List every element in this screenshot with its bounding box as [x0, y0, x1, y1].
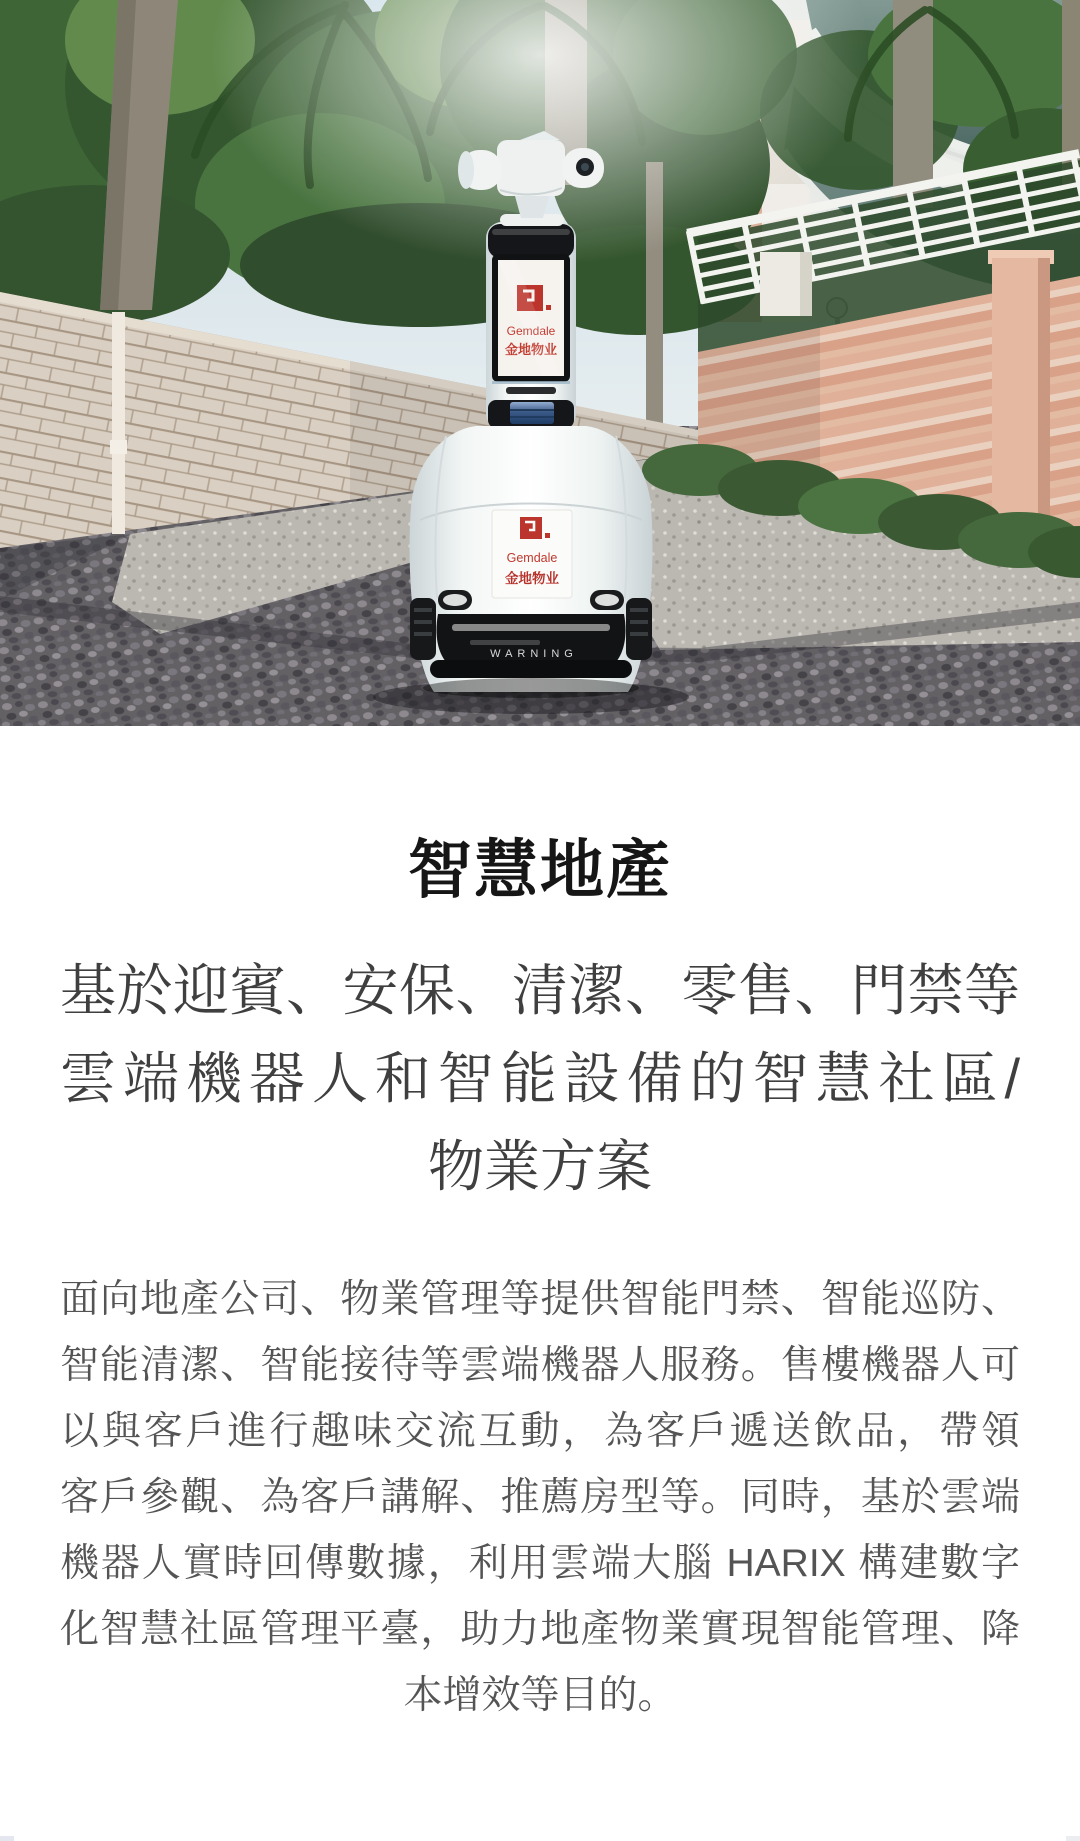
- robot-bumper: [430, 660, 632, 678]
- body-line: 化智慧社區管理平臺，助力地產物業實現智能管理、降: [60, 1607, 1020, 1651]
- screen-brand-cn: 金地物业: [504, 342, 558, 357]
- subtitle-line: 物業方案: [428, 1134, 652, 1198]
- robot-torso: [486, 222, 576, 430]
- intro-section: [0, 832, 1080, 1729]
- section-title: 智慧地產: [408, 834, 672, 906]
- body-line: 面向地產公司、物業管理等提供智能門禁、智能巡防、: [60, 1277, 1020, 1321]
- body-line: 客戶參觀、為客戶講解、推薦房型等。同時，基於雲端: [60, 1475, 1020, 1519]
- body-line: 以與客戶進行趣味交流互動，為客戶遞送飲品，帶領: [60, 1409, 1020, 1453]
- robot-lidar: [510, 402, 554, 424]
- robot-front-panel: [437, 614, 626, 666]
- section-body: [60, 1267, 1020, 1729]
- subtitle-line: 基於迎賓、安保、清潔、零售、門禁等: [60, 958, 1020, 1022]
- next-section-peek-right: [1066, 1836, 1080, 1841]
- body-line: 機器人實時回傳數據，利用雲端大腦 HARIX 構建數字: [60, 1541, 1020, 1585]
- gemdale-sticker-body: [492, 510, 572, 598]
- robot-body: [410, 426, 653, 698]
- section-subtitle: [60, 947, 1020, 1211]
- subtitle-line: 雲端機器人和智能設備的智慧社區/: [60, 1046, 1020, 1110]
- body-line: 本增效等目的。: [403, 1673, 677, 1717]
- body-line: 智能清潔、智能接待等雲端機器人服務。售樓機器人可: [60, 1343, 1020, 1387]
- body-brand-text: Gemdale: [506, 551, 558, 565]
- screen-brand-text: Gemdale: [506, 324, 556, 338]
- body-brand-cn: 金地物业: [505, 571, 559, 586]
- hero-photo: [0, 0, 1080, 726]
- next-section-peek-left: [0, 1836, 14, 1841]
- warning-label: WARNING: [490, 648, 578, 660]
